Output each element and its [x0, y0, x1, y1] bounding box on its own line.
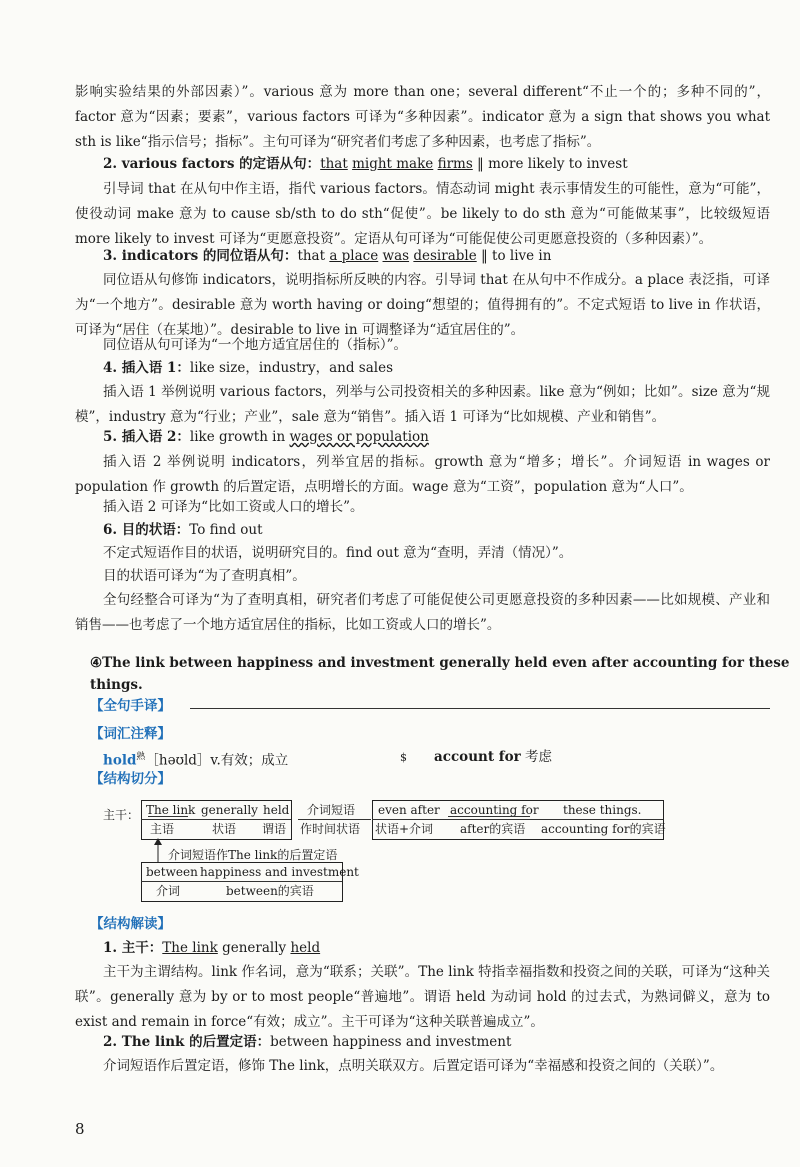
arrow-up-icon — [152, 838, 164, 862]
heading-4: 4. 插入语 1：like size，industry，and sales — [103, 360, 394, 376]
cell-predicate: 谓语 — [262, 822, 287, 836]
key-sentence: ④The link between happiness and investment generally held even after accounting for these things. — [90, 655, 790, 693]
vocab-account: $ account for 考虑 — [400, 749, 552, 765]
translation-line — [190, 708, 770, 709]
vocab-hold: hold$^熟$［həʊld］v.有效；成立 — [103, 752, 289, 769]
paragraph-6: 不定式短语作目的状语，说明研究目的。find out 意为“查明，弄清（情况）”。 — [103, 545, 573, 561]
paragraph-5b: 插入语 2 可译为“比如工资或人口的增长”。 — [103, 499, 364, 515]
cell-time-adverbial: 作时间状语 — [300, 822, 361, 836]
struct-label: 【结构切分】 — [90, 771, 171, 787]
analysis-paragraph-1: 主干为主谓结构。link 作名词，意为“联系；关联”。The link 特指幸福指数和投资之间的关联，可译为“这种关联”。generally 意为 by or to most people“普遍地”。谓语 held 为动词 hold 的过去式，为熟词僻义，意为 to exist and remain in force“有效；成立”。主干可译为“这种关联普遍成立”。 — [75, 964, 770, 1030]
cell-preposition: 介词 — [156, 884, 181, 898]
paragraph-7: 全句经整合可译为“为了查明真相，研究者们考虑了可能促使公司更愿意投资的多种因素——比如规模、产业和销售——也考虑了一个地方适宜居住的指标，比如工资或人口的增长”。 — [75, 592, 770, 633]
cell-held: held — [263, 803, 290, 817]
cell-happiness-investment: happiness and investment — [200, 865, 359, 879]
cell-prep-phrase: 介词短语 — [307, 803, 356, 817]
paragraph-3: 同位语从句修饰 indicators，说明指标所反映的内容。引导词 that 在从句中不作成分。a place 表泛指，可译为“一个地方”。desirable 意为 worth having or doing“想望的；值得拥有的”。不定式短语 to live in 作状语，可译为“居住（在某地）”。desirable to live in 可调整译为“适宜居住的”。 — [75, 272, 770, 338]
paragraph-2: 引导词 that 在从句中作主语，指代 various factors。情态动词 might 表示事情发生的可能性，意为“可能”，使役动词 make 意为 to cause sb/sth to do sth“促使”。be likely to do sth 意为“可能做某事”，比较级短语 more likely to invest 可译为“更愿意投资”。定语从句可译为“可能促使公司更愿意投资的（多种因素）”。 — [75, 181, 770, 247]
cell-generally: generally — [201, 803, 258, 817]
cell-accounting-for: accounting for — [450, 803, 539, 817]
paragraph-5: 插入语 2 举例说明 indicators，列举宜居的指标。growth 意为“增多；增长”。介词短语 in wages or population 作 growth 的后置定语，点明增长的方面。wage 意为“工资”，population 意为“人口”。 — [75, 454, 770, 495]
underline-accounting — [448, 816, 530, 817]
paragraph-3b: 同位语从句可译为“一个地方适宜居住的（指标）”。 — [103, 337, 408, 353]
diagram-main-label: 主干： — [103, 808, 140, 822]
heading-5: 5. 插入语 2：like growth in wages or population — [103, 429, 429, 445]
cell-after-object: after的宾语 — [460, 822, 526, 836]
phrase-divider — [298, 819, 371, 820]
heading-3: 3. indicators 的同位语从句：that a place was desirable ‖ to live in — [103, 248, 552, 264]
vocab-label: 【词汇注释】 — [90, 726, 171, 742]
cell-these-things: these things. — [563, 803, 642, 817]
analysis-heading-2: 2. The link 的后置定语：between happiness and investment — [103, 1034, 512, 1050]
paragraph-6b: 目的状语可译为“为了查明真相”。 — [103, 568, 306, 584]
page-number: 8 — [75, 1120, 85, 1138]
analysis-label: 【结构解读】 — [90, 916, 171, 932]
cell-even-after: even after — [378, 803, 440, 817]
cell-between-object: between的宾语 — [226, 884, 314, 898]
cell-adv-prep: 状语+介词 — [375, 822, 434, 836]
cell-between: between — [146, 865, 198, 879]
underline-the-link — [148, 816, 188, 817]
paragraph-4: 插入语 1 举例说明 various factors，列举与公司投资相关的多种因素。like 意为“例如；比如”。size 意为“规模”，industry 意为“行业；产业”，sale 意为“销售”。插入语 1 可译为“比如规模、产业和销售”。 — [75, 384, 770, 425]
cell-post-modifier: 介词短语作The link的后置定语 — [168, 848, 338, 862]
analysis-paragraph-2: 介词短语作后置定语，修饰 The link，点明关联双方。后置定语可译为“幸福感和投资之间的（关联）”。 — [103, 1058, 724, 1074]
translation-label: 【全句手译】 — [90, 698, 171, 714]
cell-adverbial: 状语 — [212, 822, 237, 836]
cell-subject: 主语 — [150, 822, 175, 836]
cell-the-link: The link — [146, 803, 196, 817]
heading-2: 2. various factors 的定语从句：that might make firms ‖ more likely to invest — [103, 156, 628, 172]
cell-accounting-object: accounting for的宾语 — [541, 822, 666, 836]
heading-6: 6. 目的状语：To find out — [103, 522, 263, 538]
analysis-heading-1: 1. 主干：The link generally held — [103, 940, 321, 956]
paragraph-1: 影响实验结果的外部因素）”。various 意为 more than one；several different“不止一个的；多种不同的”，factor 意为“因素；要素”，various factors 可译为“多种因素”。indicator 意为 a sign that shows you what sth is like“指示信号；指标”。主句可译为“研究者们考虑了多种因素，也考虑了指标”。 — [75, 84, 770, 150]
